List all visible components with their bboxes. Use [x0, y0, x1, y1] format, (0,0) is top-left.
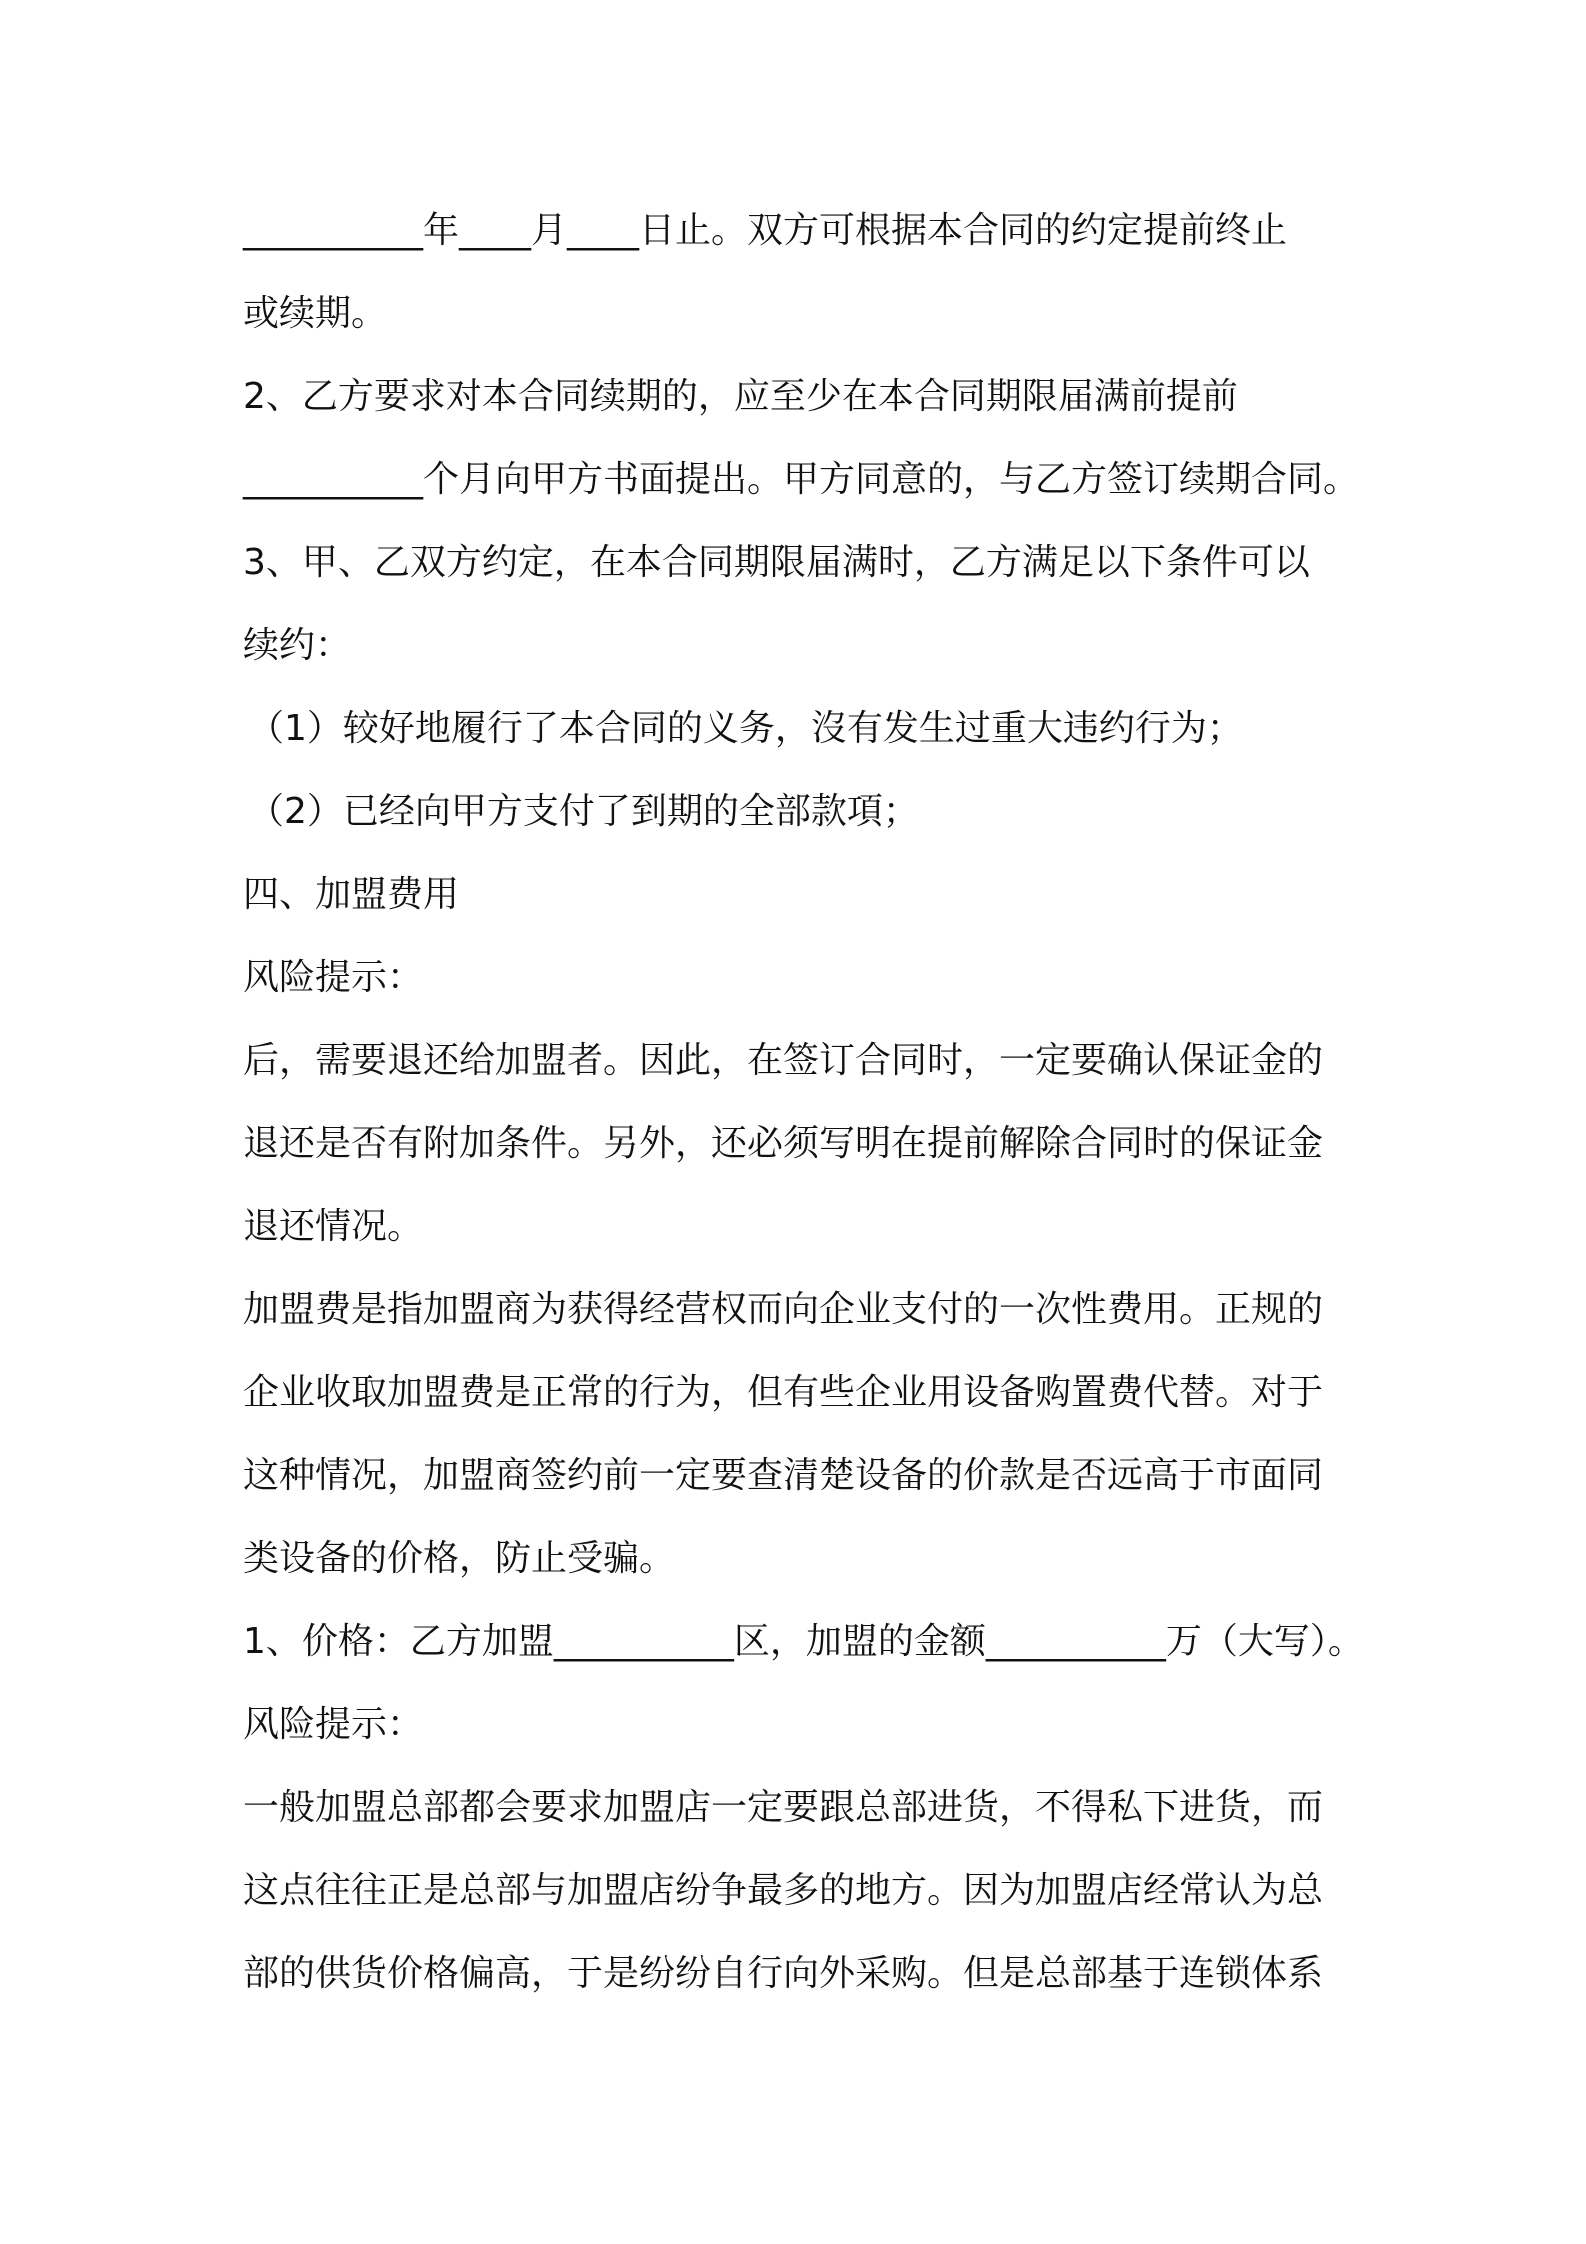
text-line: 退还是否有附加条件。另外，还必须写明在提前解除合同时的保证金 [243, 1123, 1324, 1164]
text-line: 一般加盟总部都会要求加盟店一定要跟总部进货，不得私下进货，而 [243, 1787, 1324, 1828]
text-line: 加盟费是指加盟商为获得经营权而向企业支付的一次性费用。正规的 [243, 1289, 1324, 1330]
text-line: __________个月向甲方书面提出。甲方同意的，与乙方签订续期合同。 [243, 459, 1360, 500]
list-item: （2）已经向甲方支付了到期的全部款項； [248, 791, 919, 832]
text-line: 续约： [243, 625, 352, 666]
text-line: 这种情况，加盟商签约前一定要查清楚设备的价款是否远高于市面同 [243, 1455, 1324, 1496]
section-heading: 四、加盟费用 [243, 874, 460, 915]
list-item: （1）较好地履行了本合同的义务，沒有发生过重大违约行为； [248, 708, 1243, 749]
text-line: 部的供货价格偏高，于是纷纷自行向外采购。但是总部基于连锁体系 [243, 1953, 1324, 1994]
text-line: 这点往往正是总部与加盟店纷争最多的地方。因为加盟店经常认为总 [243, 1870, 1324, 1911]
text-line: 2、乙方要求对本合同续期的，应至少在本合同期限届满前提前 [243, 376, 1238, 417]
risk-note-label: 风险提示： [243, 1704, 424, 1745]
risk-note-label: 风险提示： [243, 957, 424, 998]
text-line: 后，需要退还给加盟者。因此，在签订合同时，一定要确认保证金的 [243, 1040, 1324, 1081]
document-body [243, 198, 1364, 2024]
text-line: 或续期。 [243, 293, 388, 334]
text-line: 退还情况。 [243, 1206, 424, 1247]
text-line: 企业收取加盟费是正常的行为，但有些企业用设备购置费代替。对于 [243, 1372, 1324, 1413]
text-line: 类设备的价格，防止受骗。 [243, 1538, 676, 1579]
text-line: __________年____月____日止。双方可根据本合同的约定提前终止 [243, 210, 1288, 251]
text-line: 3、甲、乙双方约定，在本合同期限届满时，乙方满足以下条件可以 [243, 542, 1310, 583]
text-line: 1、价格：乙方加盟__________区，加盟的金额__________万（大写）。 [243, 1621, 1364, 1662]
